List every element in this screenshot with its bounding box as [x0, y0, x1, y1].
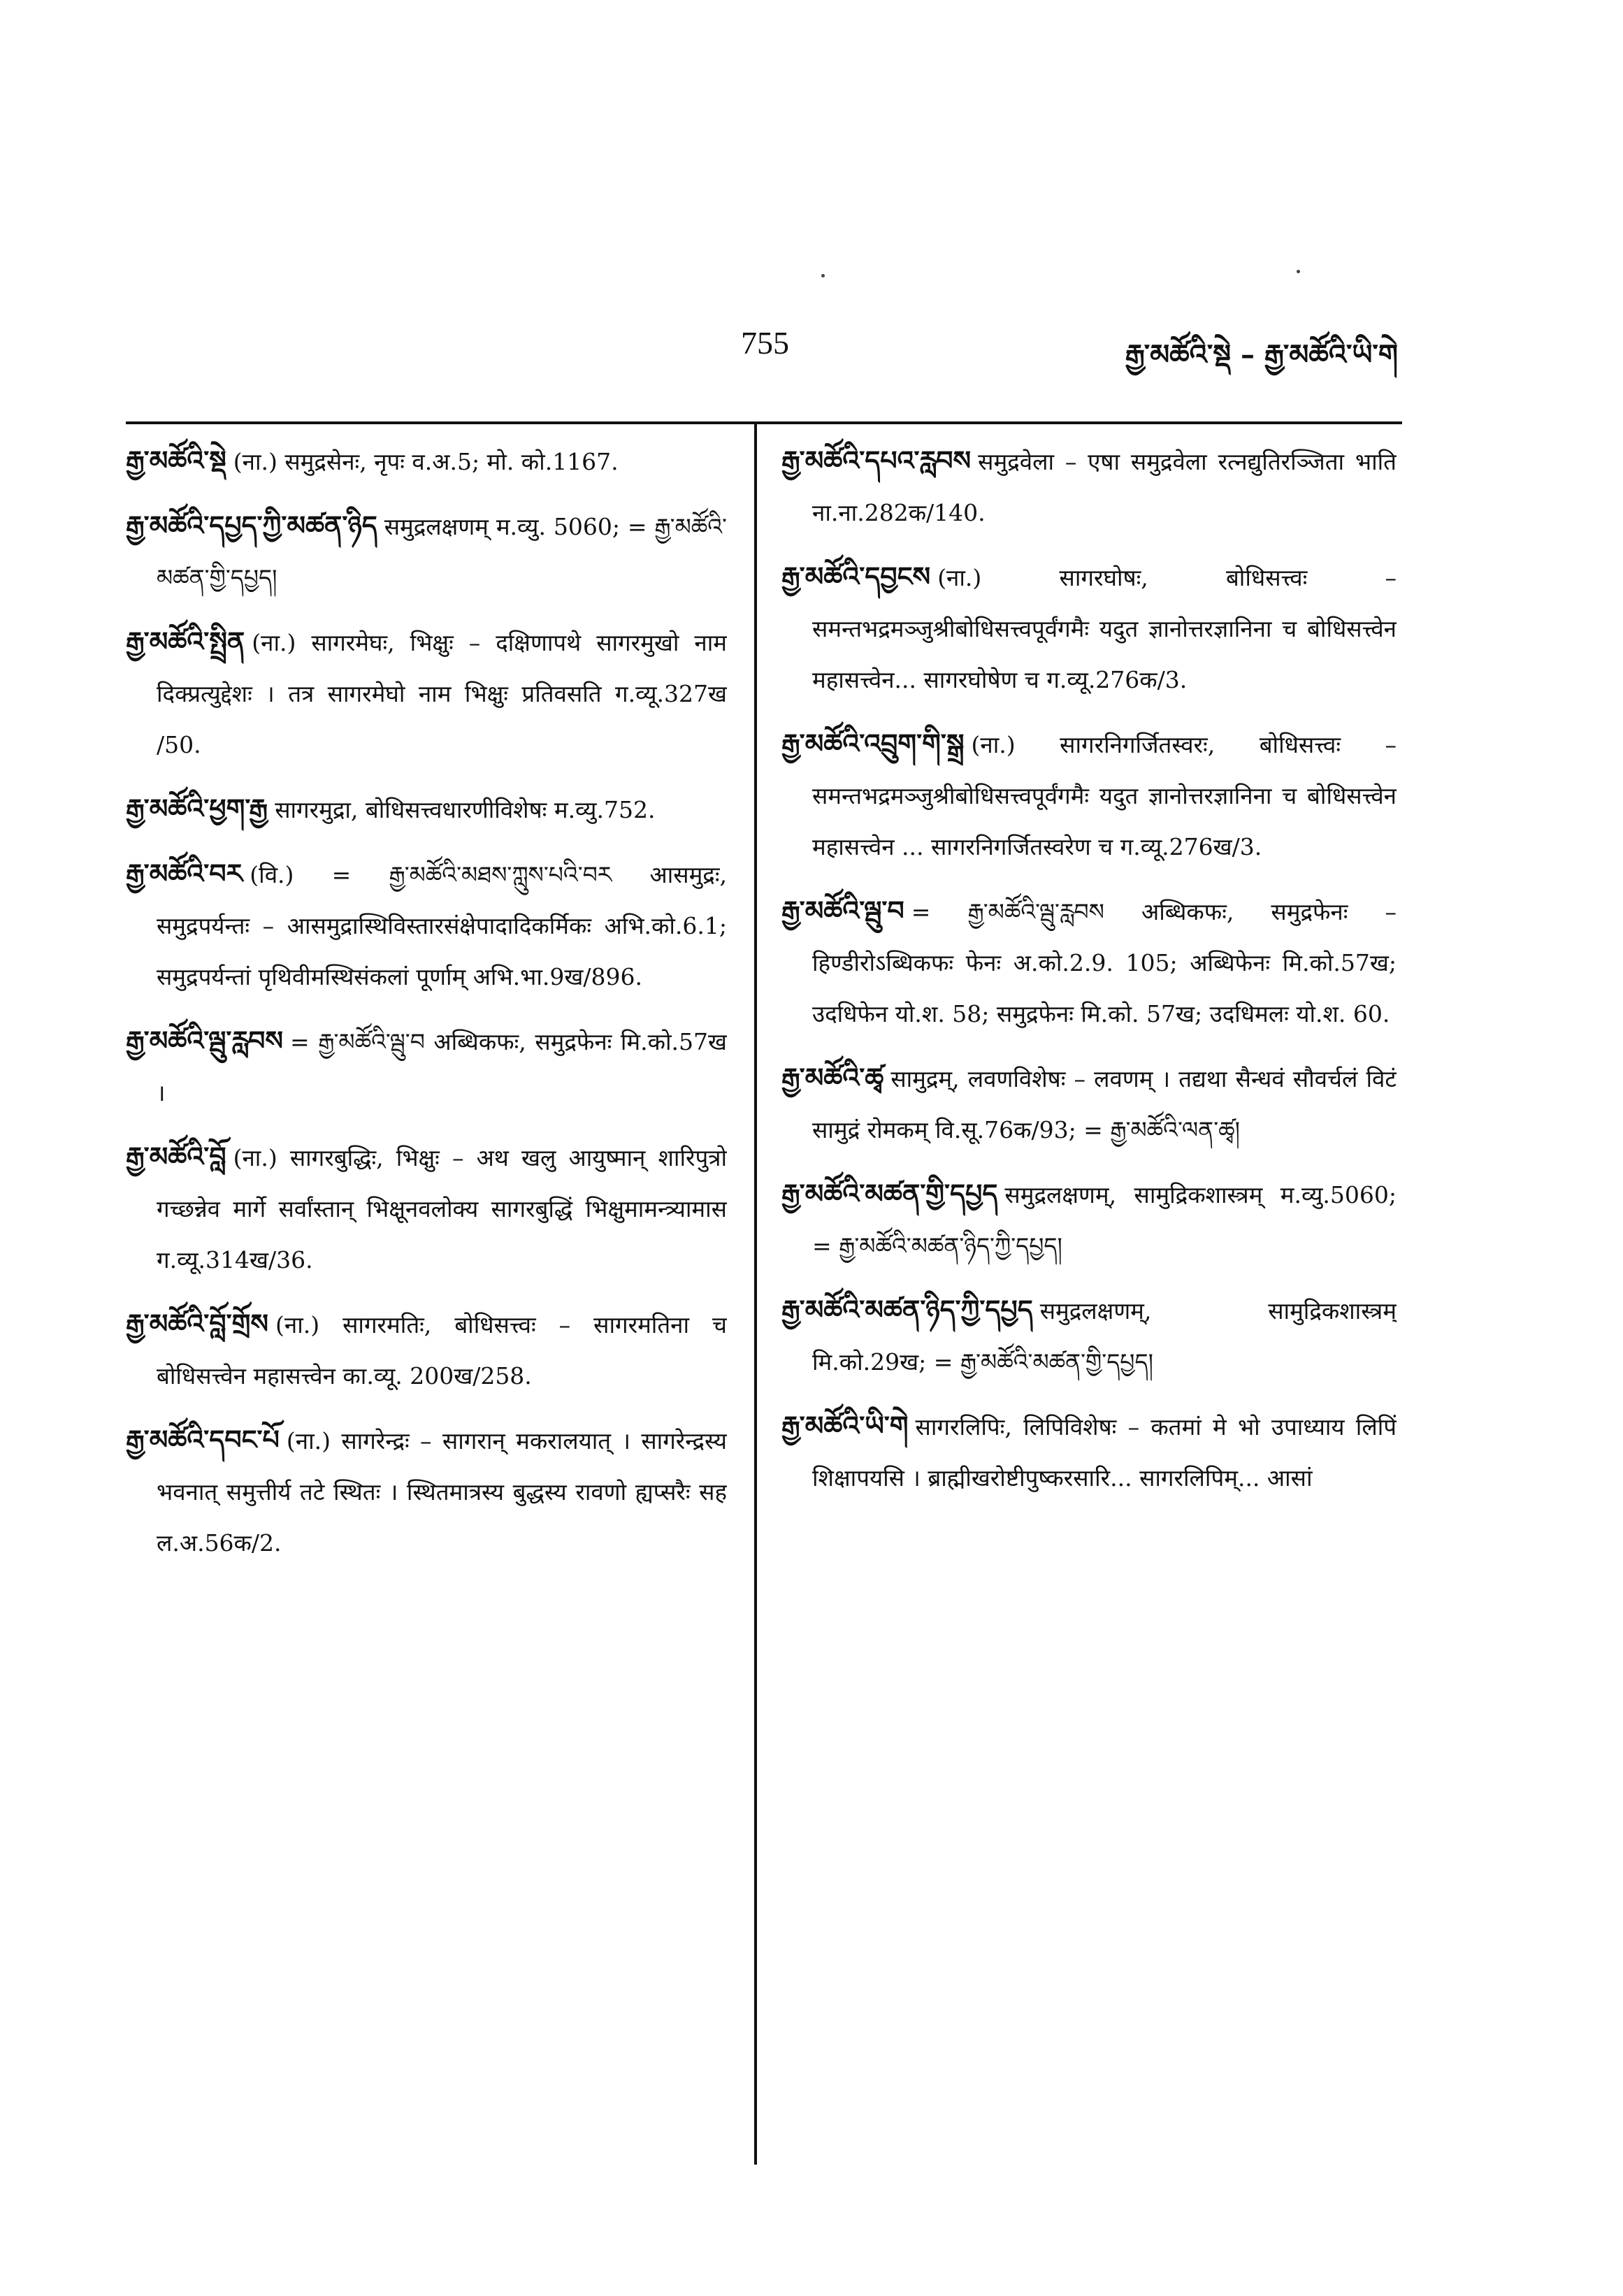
entry-text: समुद्रलक्षणम्, सामुद्रिकशास्त्रम् म.व्यु.5060; = རྒྱ་མཚོའི་མཚན་ཉིད་ཀྱི་དཔྱད།	[812, 1181, 1397, 1259]
right-column	[781, 435, 1397, 2168]
dictionary-entry	[781, 551, 1397, 705]
entry-headword: རྒྱ་མཚོའི་ཕྱག་རྒྱ	[126, 793, 268, 824]
entry-headword: རྒྱ་མཚོའི་བློ	[126, 1141, 226, 1172]
entry-headword: རྒྱ་མཚོའི་ལྦུ་བ	[781, 895, 904, 926]
entry-text: (ना.) समुद्रसेनः, नृपः व.अ.5; मो. को.1167.	[233, 448, 619, 475]
entry-headword: རྒྱ་མཚོའི་སྡེ	[126, 445, 226, 476]
entry-headword: རྒྱ་མཚོའི་སྤྲིན	[126, 626, 245, 657]
entry-headword: རྒྱ་མཚོའི་ལྦུ་རླབས	[126, 1025, 284, 1056]
entry-headword: རྒྱ་མཚོའི་དཔྱད་ཀྱི་མཚན་ཉིད	[126, 510, 377, 541]
column-divider	[754, 424, 757, 2165]
entry-headword: རྒྱ་མཚོའི་འབྲུག་གི་སྒྲ	[781, 728, 965, 759]
entry-text: (ना.) सागरमतिः, बोधिसत्त्वः – सागरमतिना च बोधिसत्त्वेन महासत्त्वेन का.व्यू. 200ख/258.	[157, 1311, 727, 1389]
entry-text: सागरमुद्रा, बोधिसत्त्वधारणीविशेषः म.व्यु.752.	[275, 796, 656, 823]
dictionary-entry	[781, 435, 1397, 538]
entry-headword: རྒྱ་མཚོའི་ཚྭ	[781, 1062, 884, 1093]
entry-text: (ना.) सागरबुद्धिः, भिक्षुः – अथ खलु आयुष्मान् शारिपुत्रो गच्छन्नेव मार्गे सर्वांस्तान् भिक्षूनवलोक्य सागरबुद्धिं भिक्षुमामन्त्र्यामास ग.व्यू.314ख/36.	[157, 1144, 727, 1273]
entry-text: सागरलिपिः, लिपिविशेषः – कतमां मे भो उपाध्याय लिपिं शिक्षापयसि । ब्राह्मीखरोष्टीपुष्करसारि... सागरलिपिम्... आसां	[812, 1413, 1397, 1492]
dictionary-entry	[126, 1414, 727, 1568]
entry-headword: རྒྱ་མཚོའི་མཚན་གྱི་དཔྱད	[781, 1178, 998, 1209]
left-column	[126, 435, 727, 2168]
entry-text: सामुद्रम्, लवणविशेषः – लवणम् । तद्यथा सैन्धवं सौवर्चलं विटं सामुद्रं रोमकम् वि.सू.76क/93; = རྒྱ་མཚོའི་ལན་ཚྭ།	[812, 1065, 1397, 1143]
entry-text: (ना.) सागरेन्द्रः – सागरान् मकरालयात् । सागरेन्द्रस्य भवनात् समुत्तीर्य तटे स्थितः । स्थितमात्रस्य बुद्धस्य रावणो ह्यप्सरैः सह ल.अ.56क/2.	[157, 1427, 727, 1557]
entry-headword: རྒྱ་མཚོའི་དབང་པོ	[126, 1424, 280, 1455]
entry-headword: རྒྱ་མཚོའི་བློ་གྲོས	[126, 1308, 268, 1339]
running-head: རྒྱ་མཚོའི་སྡེ – རྒྱ་མཚོའི་ཡི་གེ	[1125, 338, 1398, 371]
entry-headword: རྒྱ་མཚོའི་མཚན་ཉིད་ཀྱི་དཔྱད	[781, 1294, 1033, 1325]
entry-text: समुद्रवेला – एषा समुद्रवेला रत्नद्युतिरञ्जिता भाति ना.ना.282क/140.	[812, 448, 1397, 526]
page-number: 755	[741, 325, 789, 361]
entry-headword: རྒྱ་མཚོའི་ཡི་གེ	[781, 1410, 909, 1441]
dictionary-entry	[126, 500, 727, 603]
entry-headword: རྒྱ་མཚོའི་དཔའ་རླབས	[781, 445, 972, 476]
dictionary-entry	[126, 1015, 727, 1118]
entry-text: (ना.) सागरनिगर्जितस्वरः, बोधिसत्त्वः – समन्तभद्रमञ्जुश्रीबोधिसत्त्वपूर्वंगमैः यदुत ज्ञानोत्तरज्ञानिना च बोधिसत्त्वेन महासत्त्वेन ... सागरनिगर्जितस्वरेण च ग.व्यू.276ख/3.	[812, 731, 1397, 860]
entry-text: (ना.) सागरघोषः, बोधिसत्त्वः – समन्तभद्रमञ्जुश्रीबोधिसत्त्वपूर्वंगमैः यदुत ज्ञानोत्तरज्ञानिना च बोधिसत्त्वेन महासत्त्वेन... सागरघोषेण च ग.व्यू.276क/3.	[812, 564, 1397, 693]
dictionary-entry	[781, 718, 1397, 872]
speck-mark	[1297, 270, 1300, 273]
dictionary-entry	[126, 616, 727, 770]
speck-mark	[821, 274, 825, 277]
dictionary-entry	[126, 1298, 727, 1401]
entry-text: (वि.) = རྒྱ་མཚོའི་མཐས་ཀླུས་པའི་བར आसमुद्रः, समुद्रपर्यन्तः – आसमुद्रास्थिविस्तारसंक्षेपादादिकर्मिकः अभि.को.6.1; समुद्रपर्यन्तां पृथिवीमस्थिसंकलां पूर्णाम् अभि.भा.9ख/896.	[157, 861, 727, 990]
entry-headword: རྒྱ་མཚོའི་དབྱངས	[781, 561, 931, 592]
entry-text: समुद्रलक्षणम् म.व्यु. 5060; = རྒྱ་མཚོའི་མཚན་གྱི་དཔྱད།	[157, 513, 727, 591]
dictionary-entry	[781, 1052, 1397, 1155]
dictionary-entry	[781, 885, 1397, 1039]
entry-text: = རྒྱ་མཚོའི་ལྦུ་རླབས अब्धिकफः, समुद्रफेनः – हिण्डीरोऽब्धिकफः फेनः अ.को.2.9. 105; अब्धिफेनः मि.को.57ख; उदधिफेन यो.श. 58; समुद्रफेनः मि.को. 57ख; उदधिमलः यो.श. 60.	[812, 898, 1397, 1027]
dictionary-entry	[781, 1400, 1397, 1503]
dictionary-entry	[781, 1284, 1397, 1387]
dictionary-entry	[126, 435, 727, 487]
dictionary-entry	[126, 1131, 727, 1285]
entry-text: (ना.) सागरमेघः, भिक्षुः – दक्षिणापथे सागरमुखो नाम दिक्प्रत्युद्देशः । तत्र सागरमेघो नाम भिक्षुः प्रतिवसति ग.व्यू.327ख /50.	[157, 629, 727, 758]
dictionary-entry	[781, 1168, 1397, 1271]
header-rule	[126, 421, 1402, 424]
dictionary-entry	[126, 783, 727, 835]
entry-text: = རྒྱ་མཚོའི་ལྦུ་བ अब्धिकफः, समुद्रफेनः मि.को.57ख ।	[157, 1028, 727, 1106]
dictionary-entry	[126, 848, 727, 1002]
entry-headword: རྒྱ་མཚོའི་བར	[126, 858, 243, 889]
entry-text: समुद्रलक्षणम्, सामुद्रिकशास्त्रम् मि.को.29ख; = རྒྱ་མཚོའི་མཚན་གྱི་དཔྱད།	[812, 1297, 1397, 1376]
